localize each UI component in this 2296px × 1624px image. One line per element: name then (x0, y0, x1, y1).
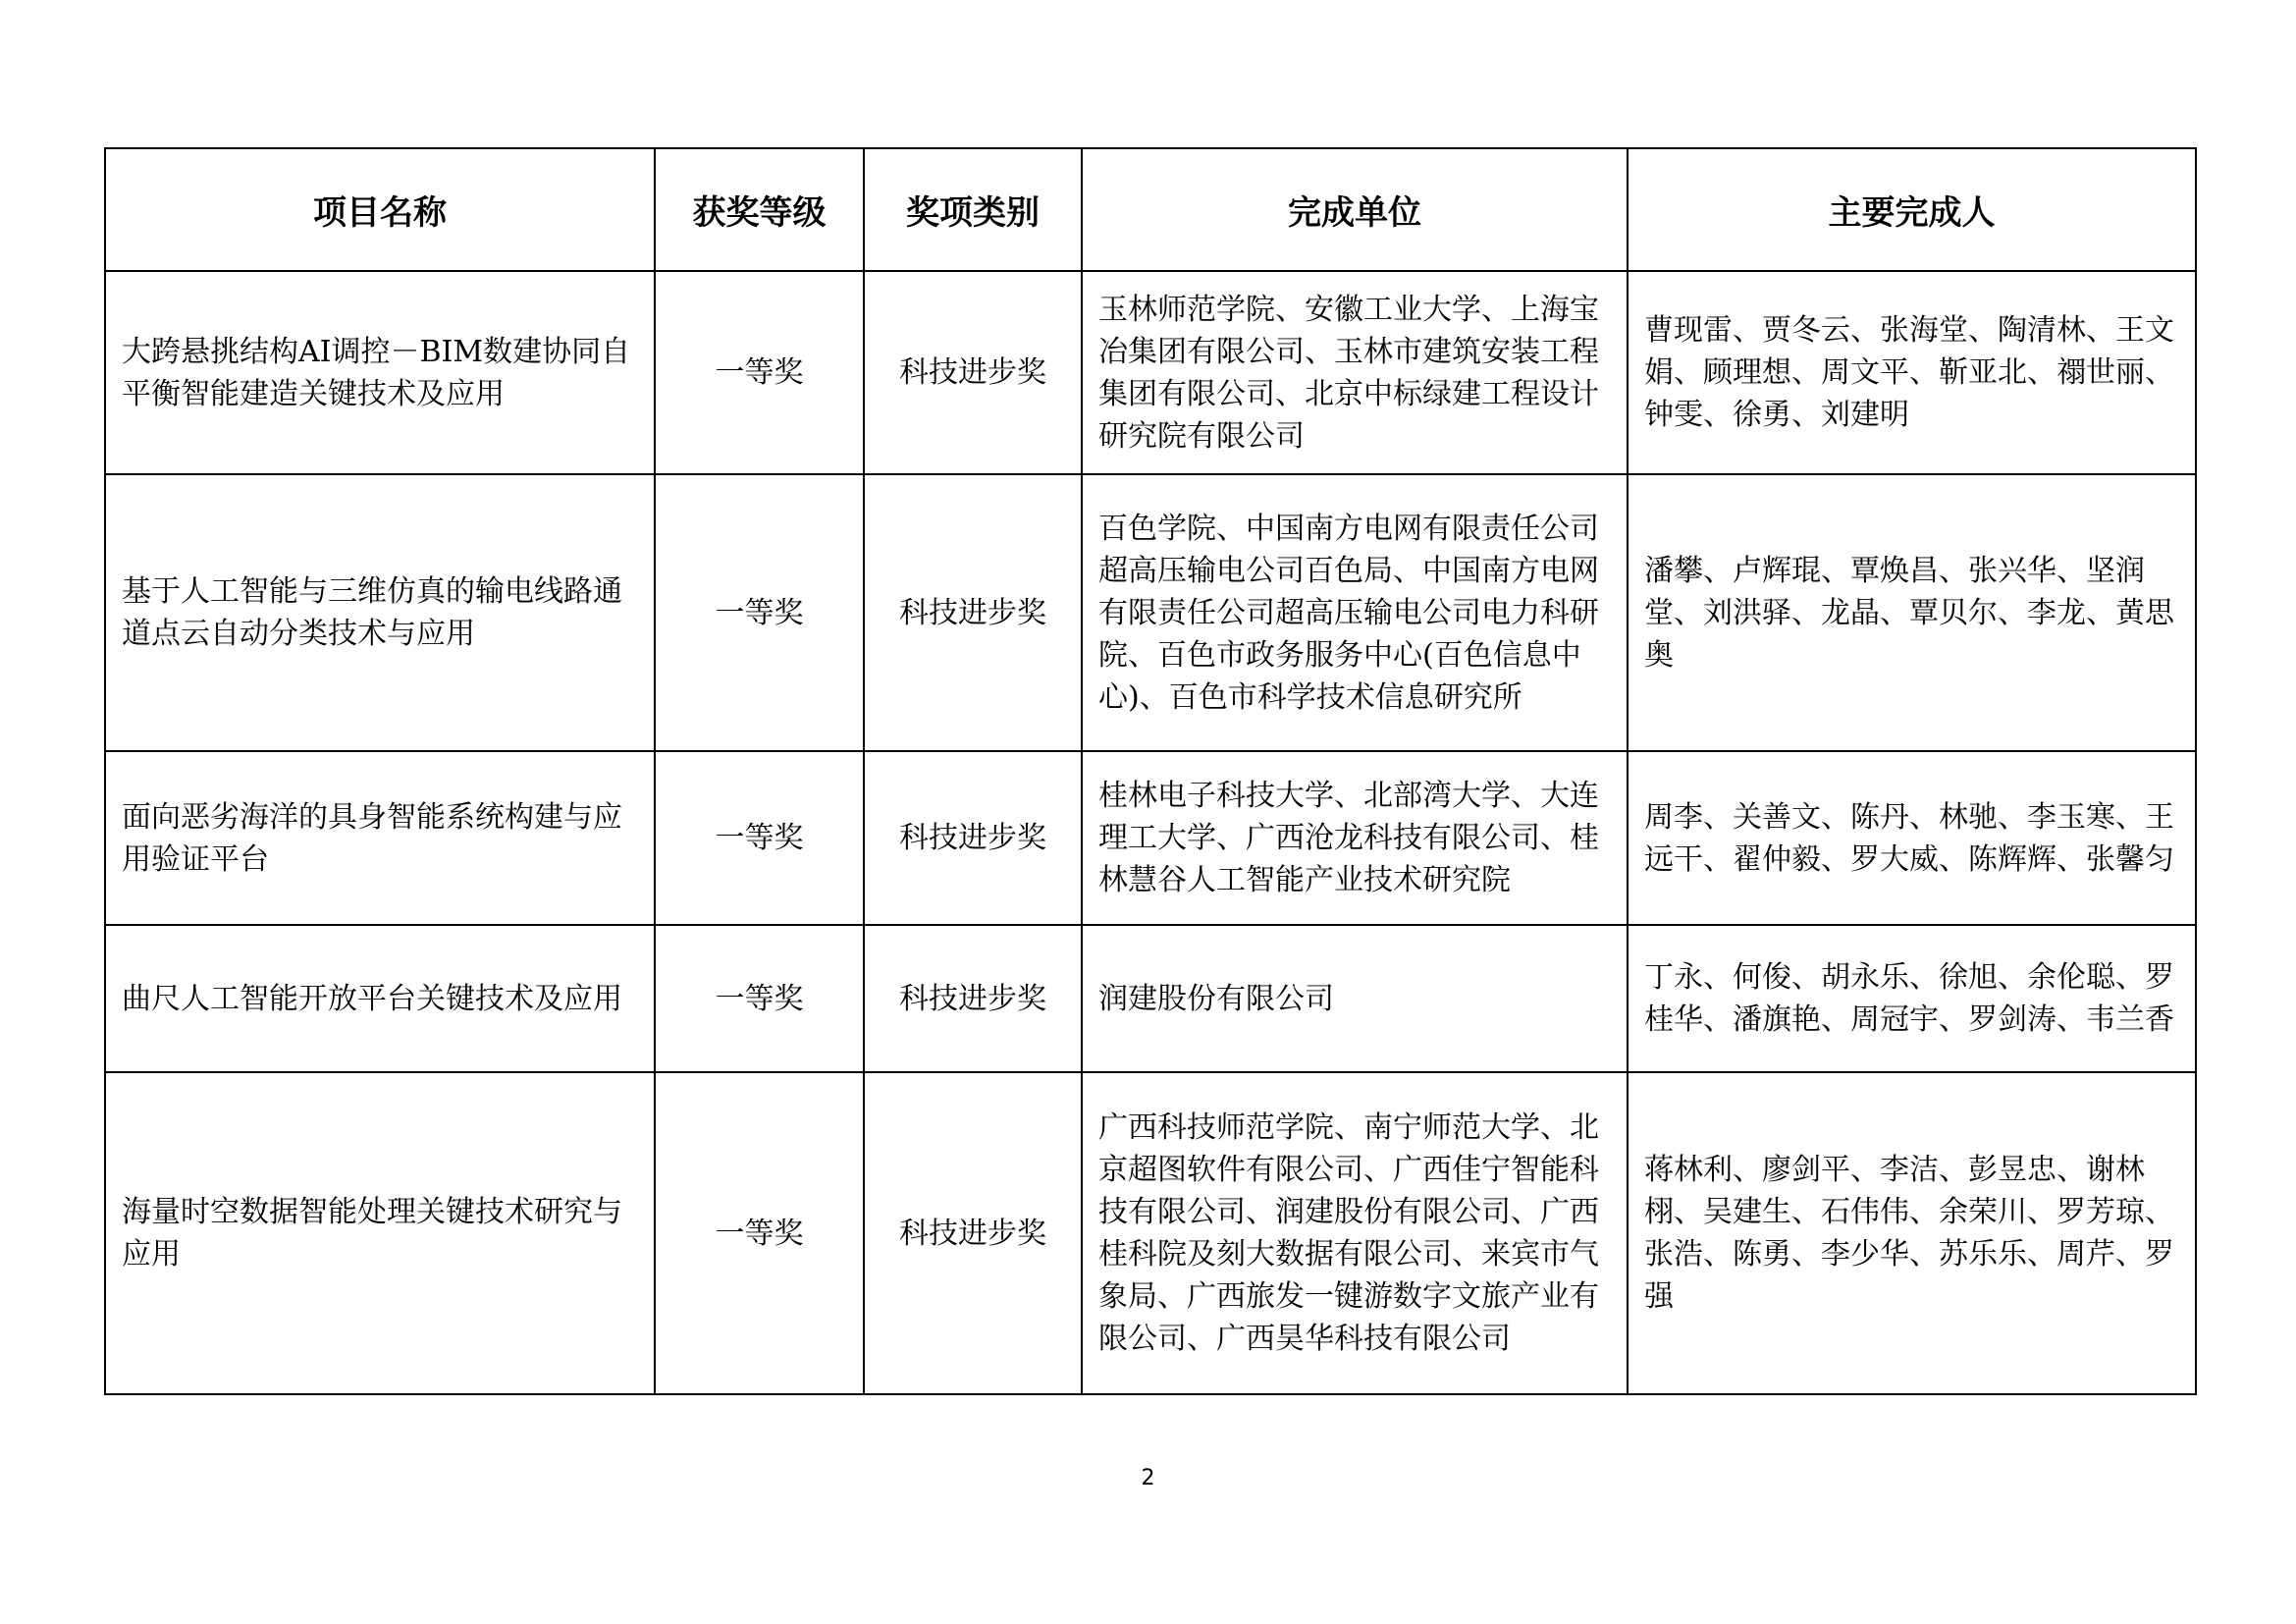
award-category-cell: 科技进步奖 (864, 751, 1082, 925)
award-level-cell: 一等奖 (655, 474, 864, 751)
project-name-cell: 面向恶劣海洋的具身智能系统构建与应用验证平台 (105, 751, 655, 925)
page-number: 2 (1141, 1466, 1155, 1490)
main-contributors-cell: 潘攀、卢辉琨、覃焕昌、张兴华、坚润堂、刘洪驿、龙晶、覃贝尔、李龙、黄思奥 (1628, 474, 2196, 751)
table-row (105, 271, 2196, 474)
completing-units-cell: 百色学院、中国南方电网有限责任公司超高压输电公司百色局、中国南方电网有限责任公司超高压输电公司电力科研院、百色市政务服务中心(百色信息中心)、百色市科学技术信息研究所 (1082, 474, 1628, 751)
completing-units-cell: 润建股份有限公司 (1082, 925, 1628, 1072)
table-header-row (105, 148, 2196, 271)
award-category-cell: 科技进步奖 (864, 1072, 1082, 1394)
award-level-cell: 一等奖 (655, 751, 864, 925)
table-row (105, 474, 2196, 751)
header-project-name: 项目名称 (105, 148, 655, 271)
main-contributors-cell: 周李、关善文、陈丹、林驰、李玉寒、王远干、翟仲毅、罗大威、陈辉辉、张馨匀 (1628, 751, 2196, 925)
table-row (105, 751, 2196, 925)
project-name-cell: 基于人工智能与三维仿真的输电线路通道点云自动分类技术与应用 (105, 474, 655, 751)
completing-units-cell: 玉林师范学院、安徽工业大学、上海宝冶集团有限公司、玉林市建筑安装工程集团有限公司、北京中标绿建工程设计研究院有限公司 (1082, 271, 1628, 474)
completing-units-cell: 桂林电子科技大学、北部湾大学、大连理工大学、广西沧龙科技有限公司、桂林慧谷人工智能产业技术研究院 (1082, 751, 1628, 925)
main-contributors-cell: 丁永、何俊、胡永乐、徐旭、余伦聪、罗桂华、潘旗艳、周冠宇、罗剑涛、韦兰香 (1628, 925, 2196, 1072)
completing-units-cell: 广西科技师范学院、南宁师范大学、北京超图软件有限公司、广西佳宁智能科技有限公司、润建股份有限公司、广西桂科院及刻大数据有限公司、来宾市气象局、广西旅发一键游数字文旅产业有限公司、广西昊华科技有限公司 (1082, 1072, 1628, 1394)
award-category-cell: 科技进步奖 (864, 474, 1082, 751)
header-main-contributors: 主要完成人 (1628, 148, 2196, 271)
award-level-cell: 一等奖 (655, 925, 864, 1072)
award-level-cell: 一等奖 (655, 271, 864, 474)
header-completing-units: 完成单位 (1082, 148, 1628, 271)
award-category-cell: 科技进步奖 (864, 271, 1082, 474)
main-contributors-cell: 蒋林利、廖剑平、李洁、彭昱忠、谢林栩、吴建生、石伟伟、余荣川、罗芳琼、张浩、陈勇、李少华、苏乐乐、周芹、罗强 (1628, 1072, 2196, 1394)
header-award-category: 奖项类别 (864, 148, 1082, 271)
main-contributors-cell: 曹现雷、贾冬云、张海堂、陶清林、王文娟、顾理想、周文平、靳亚北、禤世丽、钟雯、徐勇、刘建明 (1628, 271, 2196, 474)
table-row (105, 925, 2196, 1072)
awards-table (104, 147, 2197, 1395)
table-row (105, 1072, 2196, 1394)
project-name-cell: 曲尺人工智能开放平台关键技术及应用 (105, 925, 655, 1072)
award-level-cell: 一等奖 (655, 1072, 864, 1394)
header-award-level: 获奖等级 (655, 148, 864, 271)
project-name-cell: 大跨悬挑结构AI调控－BIM数建协同自平衡智能建造关键技术及应用 (105, 271, 655, 474)
project-name-cell: 海量时空数据智能处理关键技术研究与应用 (105, 1072, 655, 1394)
award-category-cell: 科技进步奖 (864, 925, 1082, 1072)
